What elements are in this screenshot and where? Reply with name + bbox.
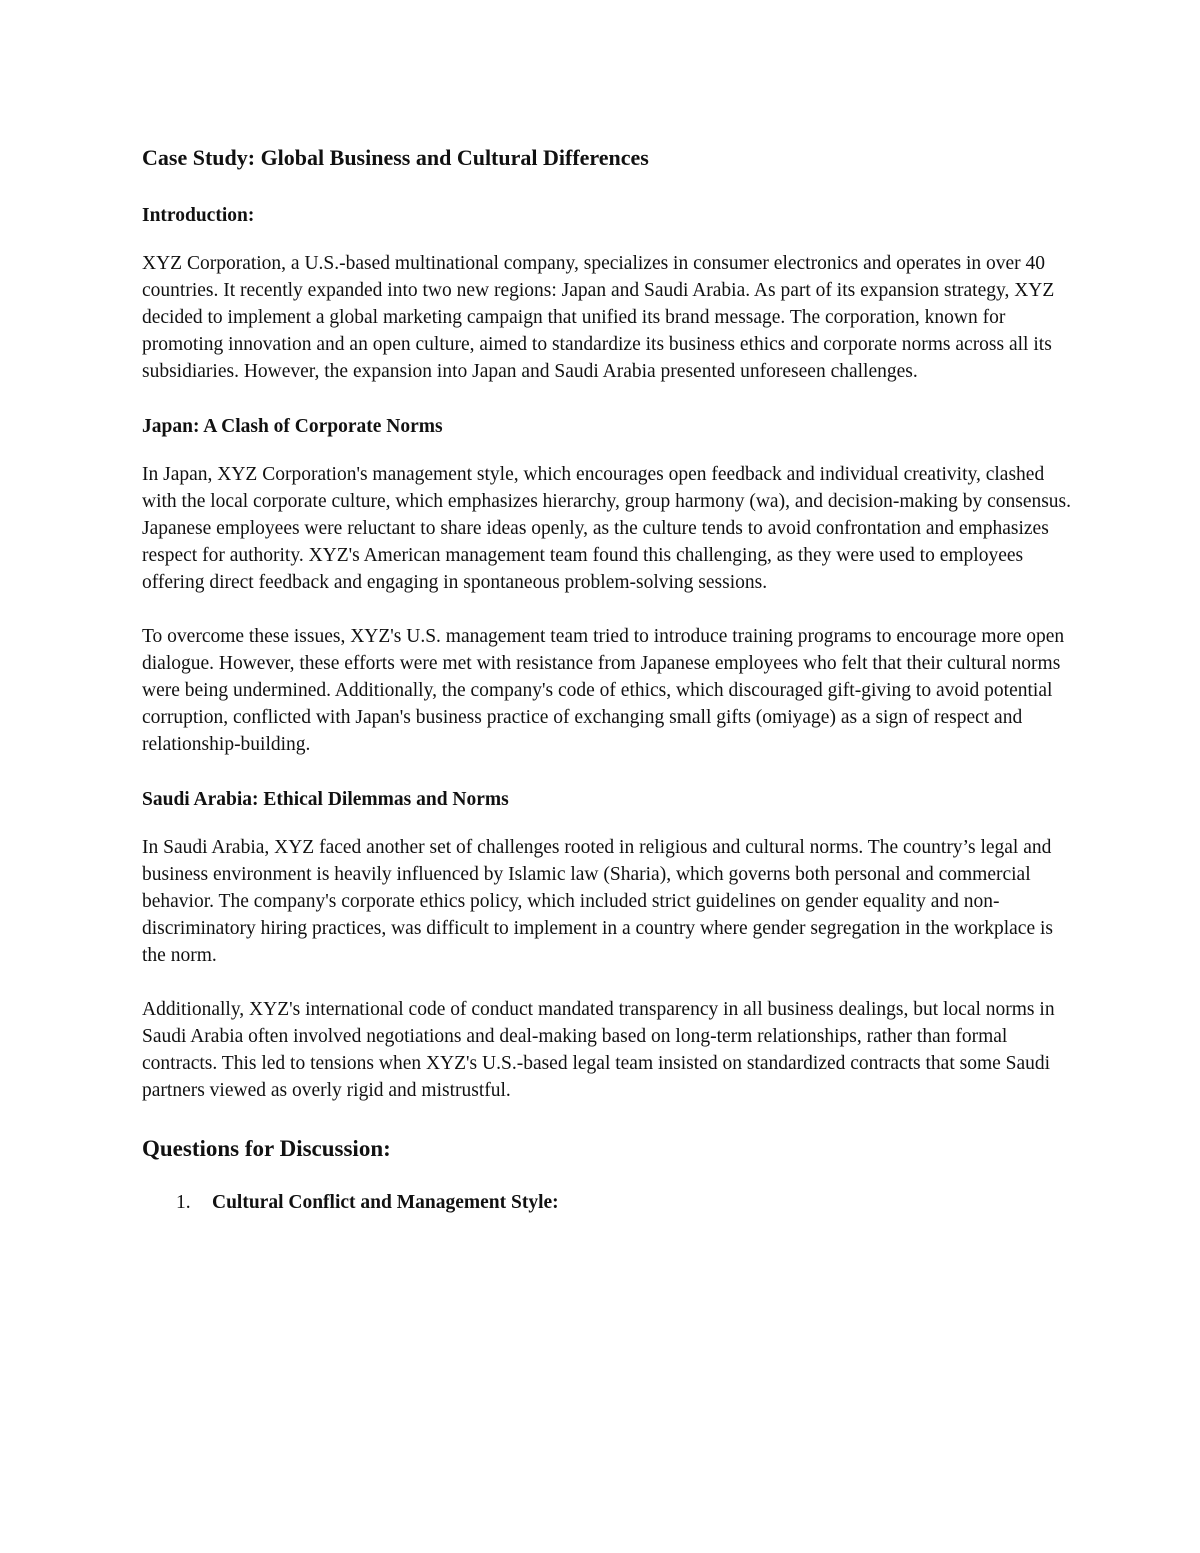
discussion-heading: Questions for Discussion: (142, 1136, 391, 1161)
section-heading-japan: Japan: A Clash of Corporate Norms (142, 416, 443, 437)
paragraph: XYZ Corporation, a U.S.-based multinational company, specializes in consumer electronics and operates in over 40 countries. It recently expanded into two new regions: Japan and Saudi Arabia. As part of its expansion strategy, XYZ decided to implement a global marketing campaign that unified its brand message. The corporation, known for promoting innovation and an open culture, aimed to standardize its business ethics and corporate norms across all its subsidiaries. However, the expansion into Japan and Saudi Arabia presented unforeseen challenges. (142, 253, 1055, 382)
paragraph: To overcome these issues, XYZ's U.S. management team tried to introduce training programs to encourage more open dialogue. However, these efforts were met with resistance from Japanese employees who felt that their cultural norms were being undermined. Additionally, the company's code of ethics, which discouraged gift-giving to avoid potential corruption, conflicted with Japan's business practice of exchanging small gifts (omiyage) as a sign of respect and relationship-building. (142, 626, 1065, 755)
paragraph: Additionally, XYZ's international code of conduct mandated transparency in all business dealings, but local norms in Saudi Arabia often involved negotiations and deal-making based on long-term relationships, rather than formal contracts. This led to tensions when XYZ's U.S.-based legal team insisted on standardized contracts that some Saudi partners viewed as overly rigid and mistrustful. (142, 999, 1055, 1101)
question-item (142, 1188, 1072, 1218)
document-title: Case Study: Global Business and Cultural Differences (142, 145, 649, 170)
section-heading-saudi-arabia: Saudi Arabia: Ethical Dilemmas and Norms (142, 789, 509, 810)
paragraph: In Japan, XYZ Corporation's management style, which encourages open feedback and individual creativity, clashed with the local corporate culture, which emphasizes hierarchy, group harmony (wa), and decision-making by consensus. Japanese employees were reluctant to share ideas openly, as the culture tends to avoid confrontation and emphasizes respect for authority. XYZ's American management team found this challenging, as they were used to employees offering direct feedback and engaging in spontaneous problem-solving sessions. (142, 464, 1072, 593)
section-heading-introduction: Introduction: (142, 205, 255, 226)
section-japan (142, 412, 1072, 758)
question-number: 1. (176, 1192, 191, 1213)
paragraph: In Saudi Arabia, XYZ faced another set of challenges rooted in religious and cultural norms. The country’s legal and business environment is heavily influenced by Islamic law (Sharia), which governs both personal and commercial behavior. The company's corporate ethics policy, which included strict guidelines on gender equality and non-discriminatory hiring practices, was difficult to implement in a country where gender segregation in the workplace is the norm. (142, 837, 1053, 966)
section-discussion (142, 1131, 1072, 1218)
question-list (142, 1188, 1072, 1218)
section-introduction (142, 201, 1072, 385)
document-page (142, 140, 1072, 1218)
section-saudi-arabia (142, 785, 1072, 1104)
question-label: Cultural Conflict and Management Style: (212, 1192, 559, 1213)
